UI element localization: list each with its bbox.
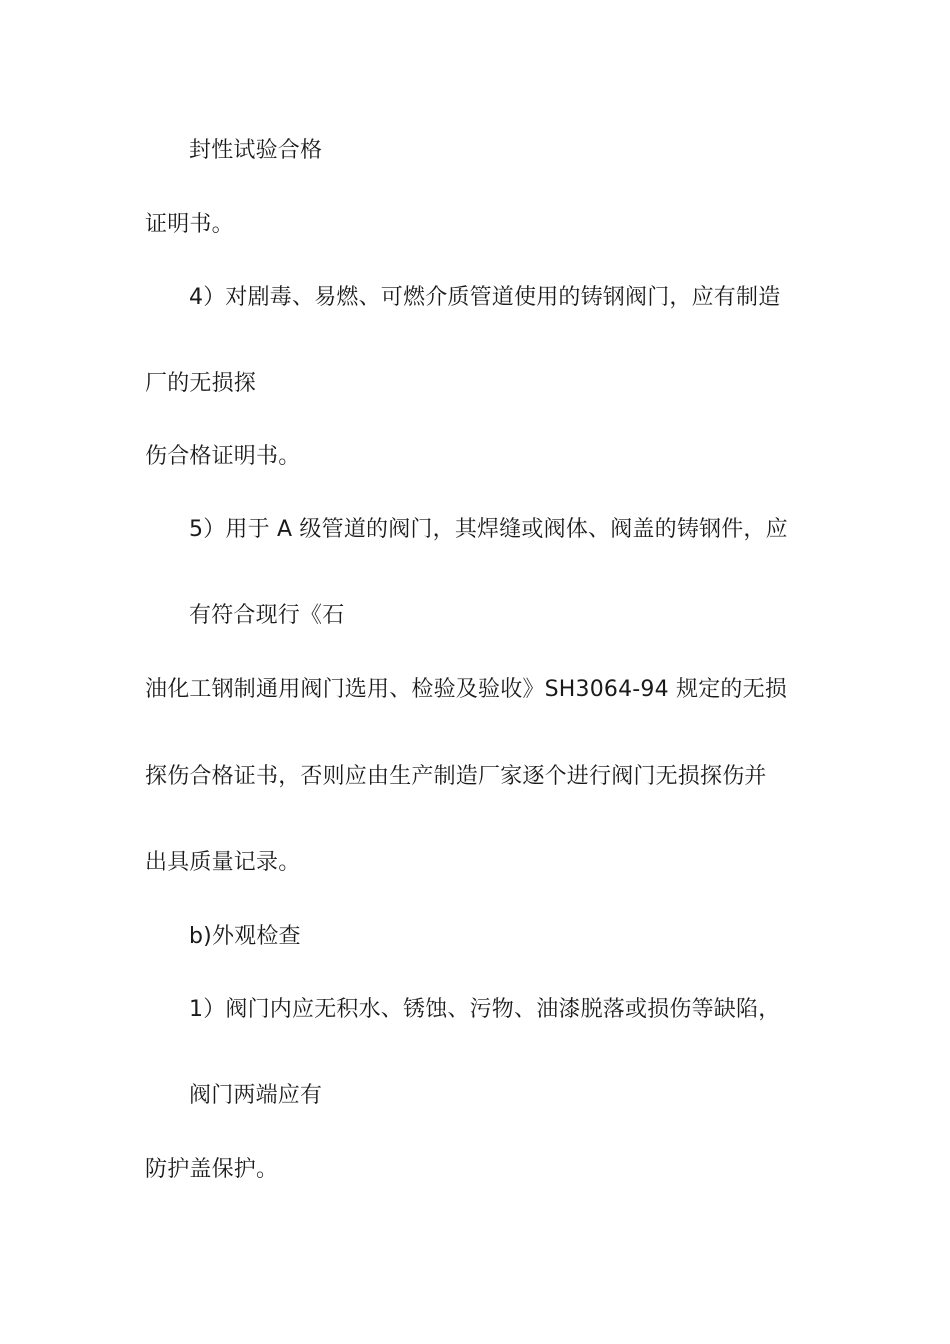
- text-line: 出具质量记录。: [145, 850, 301, 875]
- text-line: 厂的无损探: [145, 371, 257, 396]
- text-line: 防护盖保护。: [145, 1157, 279, 1182]
- text-line: 封性试验合格: [189, 138, 323, 163]
- text-line: 油化工钢制通用阀门选用、检验及验收》SH3064-94 规定的无损: [145, 677, 788, 702]
- text-line: b)外观检查: [189, 924, 301, 949]
- text-line: 阀门两端应有: [189, 1083, 323, 1108]
- text-line: 4）对剧毒、易燃、可燃介质管道使用的铸钢阀门，应有制造: [189, 285, 781, 310]
- text-line: 5）用于 A 级管道的阀门，其焊缝或阀体、阀盖的铸钢件，应: [189, 517, 788, 542]
- text-line: 有符合现行《石: [189, 603, 345, 628]
- text-line: 探伤合格证书，否则应由生产制造厂家逐个进行阀门无损探伤并: [145, 764, 767, 789]
- text-line: 1）阀门内应无积水、锈蚀、污物、油漆脱落或损伤等缺陷，: [189, 997, 781, 1022]
- text-line: 证明书。: [145, 212, 234, 237]
- text-line: 伤合格证明书。: [145, 444, 301, 469]
